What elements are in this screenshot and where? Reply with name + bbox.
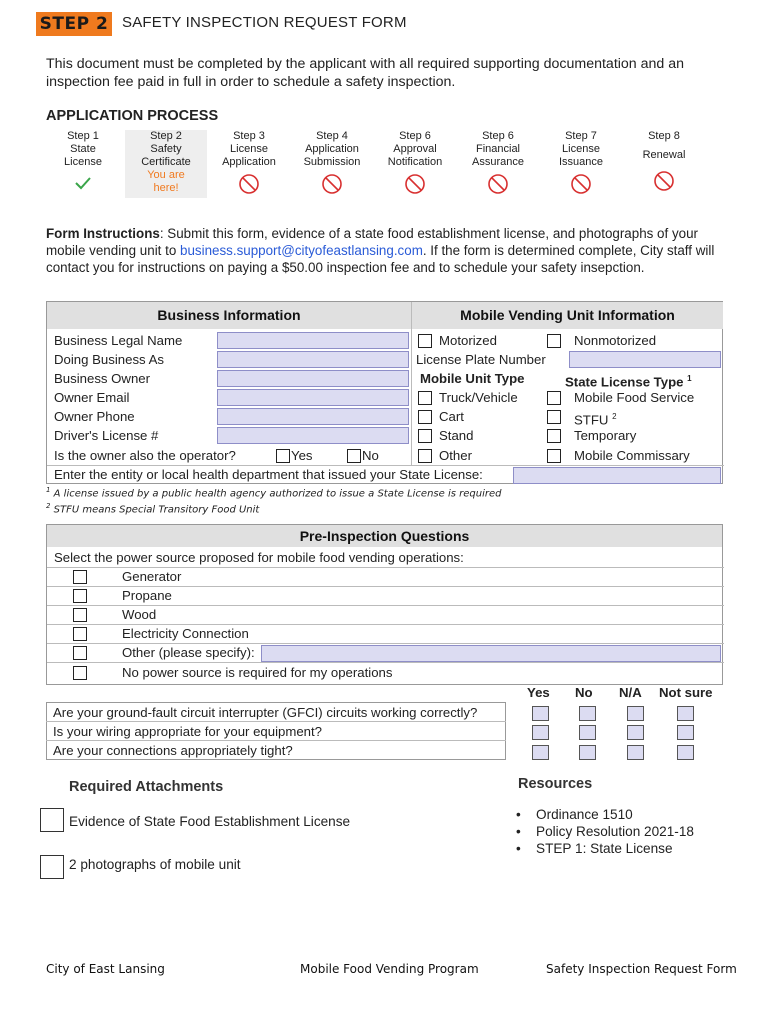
process-step-1 <box>42 130 124 198</box>
step-label-line1: Financial <box>475 143 521 155</box>
motorized-label: Motorized <box>439 333 497 348</box>
issuing-entity-label: Enter the entity or local health department that issued your State License: <box>54 467 483 482</box>
step-label-line2: Application <box>222 156 276 168</box>
label-doing-business-as: Doing Business As <box>54 352 164 367</box>
process-steps <box>42 130 732 200</box>
other-power-checkbox[interactable] <box>73 646 87 660</box>
step-label-line2: License <box>64 156 102 168</box>
step-label-line2: Notification <box>387 156 443 168</box>
footnote-1: $^1$ A license issued by a public health agency authorized to issue a State License is required <box>46 486 502 500</box>
label-owner-email: Owner Email <box>54 390 130 405</box>
resource-policy[interactable]: • Policy Resolution 2021-18 <box>512 823 694 840</box>
owner-phone-input[interactable] <box>217 408 409 425</box>
step-label-line1: License <box>230 143 268 155</box>
pre-inspection-table <box>46 524 723 685</box>
wiring-yes-box[interactable] <box>532 725 549 740</box>
generator-checkbox[interactable] <box>73 570 87 584</box>
process-step-5 <box>374 130 456 198</box>
motorized-checkbox[interactable] <box>418 334 432 348</box>
step-number: Step 8 <box>648 130 680 142</box>
step-label-line2: Assurance <box>472 156 524 168</box>
footnote-2: $^2$ STFU means Special Transitory Food Unit <box>46 502 260 516</box>
other-power-input[interactable] <box>261 645 721 662</box>
you-are-here-note: You are <box>147 169 185 181</box>
step-number: Step 4 <box>316 130 348 142</box>
pre-inspection-heading: Pre-Inspection Questions <box>47 525 722 547</box>
other-power-label: Other (please specify): <box>122 645 255 660</box>
attachment-license-checkbox[interactable] <box>40 808 64 832</box>
question-connections: Are your connections appropriately tight? <box>53 743 293 758</box>
business-info-table <box>46 301 723 484</box>
connections-no-box[interactable] <box>579 745 596 760</box>
stfu-checkbox[interactable] <box>547 410 561 424</box>
electricity-checkbox[interactable] <box>73 627 87 641</box>
label-owner-phone: Owner Phone <box>54 409 135 424</box>
business-legal-name-input[interactable] <box>217 332 409 349</box>
gfci-not-sure-box[interactable] <box>677 706 694 721</box>
nonmotorized-label: Nonmotorized <box>574 333 657 348</box>
safety-questions <box>46 683 723 763</box>
stand-checkbox[interactable] <box>418 429 432 443</box>
owner-operator-yes-checkbox[interactable] <box>276 449 290 463</box>
truck-vehicle-checkbox[interactable] <box>418 391 432 405</box>
connections-na-box[interactable] <box>627 745 644 760</box>
step-number: Step 3 <box>233 130 265 142</box>
question-gfci: Are your ground-fault circuit interrupter (GFCI) circuits working correctly? <box>53 705 478 720</box>
resource-step1[interactable]: • STEP 1: State License <box>512 840 694 857</box>
power-source-prompt: Select the power source proposed for mobile food vending operations: <box>54 550 464 565</box>
no-label: No <box>362 448 379 463</box>
no-power-checkbox[interactable] <box>73 666 87 680</box>
process-step-2 <box>125 130 207 198</box>
mobile-unit-heading: Mobile Vending Unit Information <box>412 302 723 329</box>
gfci-yes-box[interactable] <box>532 706 549 721</box>
step-label-line2: Certificate <box>141 156 191 168</box>
prohibited-icon <box>404 173 426 195</box>
resources-heading: Resources <box>518 776 593 792</box>
process-step-6 <box>457 130 539 198</box>
process-step-8 <box>623 130 705 198</box>
step-number: Step 6 <box>399 130 431 142</box>
license-plate-label: License Plate Number <box>416 352 546 367</box>
gfci-na-box[interactable] <box>627 706 644 721</box>
col-no: No <box>575 685 593 700</box>
attachment-photos-label: 2 photographs of mobile unit <box>69 857 241 872</box>
resources-list <box>512 806 694 857</box>
propane-label: Propane <box>122 588 172 603</box>
wood-label: Wood <box>122 607 157 622</box>
mobile-food-service-checkbox[interactable] <box>547 391 561 405</box>
support-email-link[interactable]: business.support@cityofeastlansing.com <box>180 243 423 258</box>
temporary-label: Temporary <box>574 428 637 443</box>
license-type-heading: State License Type $^1$ <box>565 374 692 390</box>
connections-yes-box[interactable] <box>532 745 549 760</box>
electricity-label: Electricity Connection <box>122 626 249 641</box>
footer-program: Mobile Food Vending Program <box>300 962 479 976</box>
instructions-text-a: : Submit this form, evidence of a state food establishment license, and photographs of your mobile vending unit to <box>46 226 698 258</box>
step-label-line2: Issuance <box>558 156 604 168</box>
nonmotorized-checkbox[interactable] <box>547 334 561 348</box>
truck-vehicle-label: Truck/Vehicle <box>439 390 518 405</box>
step-label-line1: License <box>562 143 600 155</box>
footer-city: City of East Lansing <box>46 962 165 976</box>
label-business-owner: Business Owner <box>54 371 151 386</box>
col-na: N/A <box>619 685 642 700</box>
owner-operator-no-checkbox[interactable] <box>347 449 361 463</box>
yes-label: Yes <box>291 448 313 463</box>
resource-ordinance[interactable]: • Ordinance 1510 <box>512 806 694 823</box>
col-yes: Yes <box>527 685 550 700</box>
label-business-legal-name: Business Legal Name <box>54 333 183 348</box>
temporary-checkbox[interactable] <box>547 429 561 443</box>
step-label-line1: Approval <box>393 143 437 155</box>
step-label-line1: Application <box>305 143 359 155</box>
process-step-3 <box>208 130 290 198</box>
cart-checkbox[interactable] <box>418 410 432 424</box>
mobile-commissary-checkbox[interactable] <box>547 449 561 463</box>
prohibited-icon <box>653 170 675 192</box>
wiring-not-sure-box[interactable] <box>677 725 694 740</box>
step-label-line1: Renewal <box>642 149 686 161</box>
prohibited-icon <box>321 173 343 195</box>
attachment-license-label: Evidence of State Food Establishment License <box>69 814 351 829</box>
application-process-heading: APPLICATION PROCESS <box>46 108 219 124</box>
form-title: SAFETY INSPECTION REQUEST FORM <box>122 14 407 31</box>
step-number: Step 1 <box>67 130 99 142</box>
propane-checkbox[interactable] <box>73 589 87 603</box>
col-not-sure: Not sure <box>659 685 713 700</box>
checkmark-icon <box>73 173 93 193</box>
prohibited-icon <box>570 173 592 195</box>
step-number: Step 7 <box>565 130 597 142</box>
wiring-na-box[interactable] <box>627 725 644 740</box>
mobile-food-service-label: Mobile Food Service <box>574 390 695 405</box>
doing-business-as-input[interactable] <box>217 351 409 368</box>
question-wiring: Is your wiring appropriate for your equipment? <box>53 724 323 739</box>
owner-email-input[interactable] <box>217 389 409 406</box>
business-owner-input[interactable] <box>217 370 409 387</box>
prohibited-icon <box>238 173 260 195</box>
process-step-7 <box>540 130 622 198</box>
step-label-line1: State <box>70 143 96 155</box>
instructions-label: Form Instructions <box>46 226 160 241</box>
wiring-no-box[interactable] <box>579 725 596 740</box>
instructions-text-b: . If the form is determined complete, City staff will contact you for instructions on paying a $50.00 inspection fee and to schedule your safety insepction. <box>46 243 715 275</box>
gfci-no-box[interactable] <box>579 706 596 721</box>
process-step-4 <box>291 130 373 198</box>
connections-not-sure-box[interactable] <box>677 745 694 760</box>
license-plate-input[interactable] <box>569 351 721 368</box>
step-number: Step 6 <box>482 130 514 142</box>
label-owner-operator: Is the owner also the operator? <box>54 448 236 463</box>
required-attachments-heading: Required Attachments <box>69 779 224 795</box>
you-are-here-note-2: here! <box>153 182 179 194</box>
attachment-photos-checkbox[interactable] <box>40 855 64 879</box>
generator-label: Generator <box>122 569 182 584</box>
label-drivers-license: Driver's License # <box>54 428 159 443</box>
drivers-license-input[interactable] <box>217 427 409 444</box>
step-label-line2: Submission <box>303 156 361 168</box>
no-power-label: No power source is required for my operations <box>122 665 393 680</box>
business-info-heading: Business Information <box>47 302 411 329</box>
issuing-entity-input[interactable] <box>513 467 721 484</box>
step-number: Step 2 <box>150 130 182 142</box>
unit-type-heading: Mobile Unit Type <box>420 371 525 386</box>
stand-label: Stand <box>439 428 474 443</box>
other-unit-checkbox[interactable] <box>418 449 432 463</box>
step-badge: STEP 2 <box>36 12 112 36</box>
footer-form-name: Safety Inspection Request Form <box>546 962 737 976</box>
cart-label: Cart <box>439 409 464 424</box>
form-instructions <box>46 225 736 276</box>
wood-checkbox[interactable] <box>73 608 87 622</box>
step-label-line1: Safety <box>150 143 182 155</box>
mobile-commissary-label: Mobile Commissary <box>574 448 690 463</box>
stfu-label: STFU $^2$ <box>574 412 617 428</box>
prohibited-icon <box>487 173 509 195</box>
intro-paragraph: This document must be completed by the applicant with all required supporting documentation and an inspection fee paid in full in order to schedule a safety inspection. <box>46 56 685 90</box>
other-unit-label: Other <box>439 448 472 463</box>
